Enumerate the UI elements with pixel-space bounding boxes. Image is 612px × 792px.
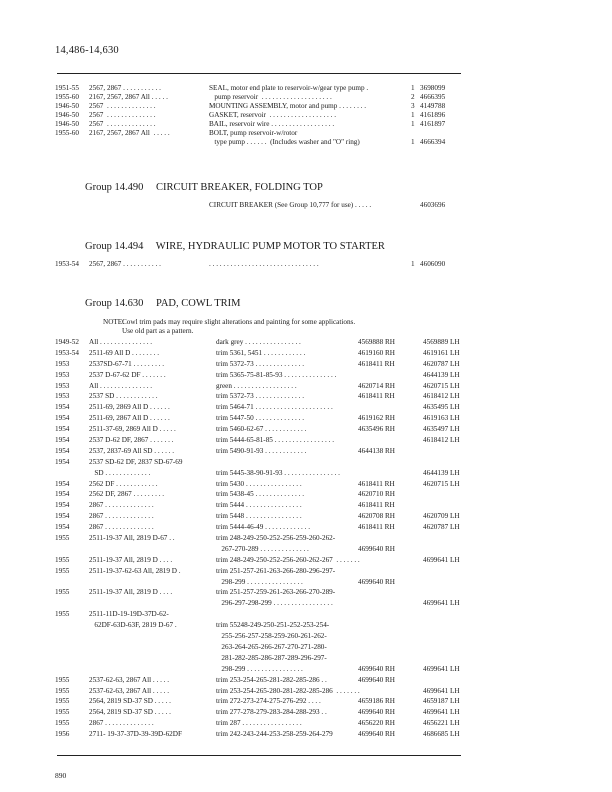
part-number-lh: 4618412 LH	[423, 436, 460, 445]
quantity: 1	[411, 84, 415, 92]
group-14630-heading	[85, 298, 240, 309]
model: 2167, 2567, 2867 All . . . . .	[89, 129, 170, 137]
part-number: 4161897	[420, 120, 446, 128]
description: trim 5447-50 . . . . . . . . . . . . . .	[216, 414, 305, 423]
description: trim 5444-65-81-85 . . . . . . . . . . . . . . . . .	[216, 436, 334, 445]
description: trim 5361, 5451 . . . . . . . . . . . .	[216, 348, 306, 357]
table-row	[0, 708, 612, 719]
part-number-rh: 4618411 RH	[358, 479, 395, 488]
description: pump reservoir . . . . . . . . . . . . . . . . . . . .	[209, 93, 332, 101]
table-row	[0, 687, 612, 698]
model: 2511-69, 2867 All D . . . . . .	[89, 414, 170, 423]
year: 1953	[55, 392, 70, 401]
model: 2511-37-69, 2869 All D . . . . .	[89, 425, 176, 434]
part-number-rh: 4620708 RH	[358, 512, 395, 521]
description: 296-297-298-299 . . . . . . . . . . . . . . . . .	[216, 599, 333, 608]
table-row	[0, 414, 612, 425]
part-number-rh: 4619160 RH	[358, 348, 395, 357]
model: 2511-19-37 All, 2819 D . . . .	[89, 555, 173, 564]
description: trim 5430 . . . . . . . . . . . . . . . .	[216, 479, 302, 488]
description: trim 277-278-279-283-284-288-293 . .	[216, 708, 327, 717]
table-row	[0, 480, 612, 491]
model: 2537 SD-62 DF, 2837 SD-67-69	[89, 457, 183, 466]
table-row	[0, 447, 612, 458]
table-row	[0, 84, 612, 93]
model: 2867 . . . . . . . . . . . . . .	[89, 523, 154, 532]
table-row	[0, 588, 612, 610]
circuit-breaker-desc: CIRCUIT BREAKER (See Group 10,777 for use) . . . . .	[209, 201, 372, 209]
description: trim 272-273-274-275-276-292 . . . .	[216, 697, 321, 706]
group-title: PAD, COWL TRIM	[155, 298, 241, 309]
bottom-divider	[57, 755, 461, 756]
wire-desc: . . . . . . . . . . . . . . . . . . . . . . . . . . . . . . .	[209, 260, 319, 268]
part-number-rh: 4659186 RH	[358, 697, 395, 706]
table-row	[0, 610, 612, 675]
model: 62DF-63D-63F, 2819 D-67 .	[89, 621, 177, 630]
quantity: 1	[411, 111, 415, 119]
year: 1955	[55, 708, 70, 717]
year: 1954	[55, 501, 70, 510]
part-number-lh: 4699641 LH	[423, 664, 460, 673]
table-row	[0, 371, 612, 382]
description: 298-299 . . . . . . . . . . . . . . . .	[216, 664, 303, 673]
table-row	[0, 349, 612, 360]
description: MOUNTING ASSEMBLY, motor and pump . . . . . . . .	[209, 102, 367, 110]
part-number-rh: 4644138 RH	[358, 446, 395, 455]
model: 2567 . . . . . . . . . . . . . .	[89, 102, 156, 110]
year: 1956	[55, 730, 70, 739]
table-row	[0, 534, 612, 556]
year: 1955	[55, 610, 70, 619]
year: 1954	[55, 425, 70, 434]
year: 1954	[55, 403, 70, 412]
quantity: 1	[411, 120, 415, 128]
part-number-lh: 4569889 LH	[423, 338, 460, 346]
description: 267-270-289 . . . . . . . . . . . . . .	[216, 544, 309, 553]
part-number-rh: 4620714 RH	[358, 381, 395, 390]
part-number-lh: 4635497 LH	[423, 425, 460, 434]
year: 1955	[55, 686, 70, 695]
group-title: CIRCUIT BREAKER, FOLDING TOP	[155, 182, 323, 193]
part-number-rh: 4699640 RH	[358, 675, 395, 684]
page-range-header: 14,486-14,630	[55, 45, 119, 56]
part-number-rh: 4619162 RH	[358, 414, 395, 423]
part-number-rh: 4618411 RH	[358, 523, 395, 532]
part-number-rh: 4656220 RH	[358, 719, 395, 728]
description: trim 251-257-259-261-263-266-270-289-	[216, 588, 336, 597]
part-number-rh: 4569888 RH	[358, 338, 395, 346]
table-row	[0, 120, 612, 129]
year: 1955	[55, 675, 70, 684]
year: 1951-55	[55, 84, 79, 92]
part-number-lh: 4699641 LH	[423, 555, 460, 564]
table-row	[0, 382, 612, 393]
description: trim 5365-75-81-85-93 . . . . . . . . . . . . . . .	[216, 370, 337, 379]
part-number-rh: 4699640 RH	[358, 708, 395, 717]
part-number-rh: 4620710 RH	[358, 490, 395, 499]
table-row	[0, 129, 612, 138]
part-number-rh: 4699640 RH	[358, 544, 395, 553]
description: trim 251-257-261-263-266-280-296-297-	[216, 566, 336, 575]
model: 2562 DF, 2867 . . . . . . . . .	[89, 490, 165, 499]
model: 2511-19-37 All, 2819 D-67 . .	[89, 534, 175, 543]
model: 2511-69, 2869 All D . . . . . .	[89, 403, 170, 412]
year: 1946-50	[55, 111, 79, 119]
part-number-lh: 4656221 LH	[423, 719, 460, 728]
description: trim 287 . . . . . . . . . . . . . . . . .	[216, 719, 302, 728]
part-number-lh: 4699641 LH	[423, 599, 460, 608]
parts-table-top	[0, 84, 612, 147]
description: trim 5460-62-67 . . . . . . . . . . . .	[216, 425, 307, 434]
group-number: Group 14.630	[85, 298, 144, 309]
year: 1954	[55, 490, 70, 499]
model: 2567, 2867 . . . . . . . . . . .	[89, 84, 161, 92]
table-row	[0, 111, 612, 120]
year: 1954	[55, 479, 70, 488]
description: trim 253-254-265-280-281-282-285-286 . . . . . . .	[216, 686, 360, 695]
wire-part: 4606090	[420, 260, 446, 268]
part-number-lh: 4686685 LH	[423, 730, 460, 739]
description: trim 5438-45 . . . . . . . . . . . . . .	[216, 490, 305, 499]
table-row	[0, 719, 612, 730]
top-divider	[57, 73, 461, 74]
table-row	[0, 403, 612, 414]
year: 1953	[55, 359, 70, 368]
page-number: 890	[55, 771, 67, 780]
description: trim 248-249-250-252-256-260-262-267 . . . . . . .	[216, 555, 360, 564]
note-label: NOTE:	[103, 318, 125, 326]
model: 2564, 2819 SD-37 SD . . . . .	[89, 697, 171, 706]
description: trim 242-243-244-253-258-259-264-279	[216, 730, 333, 739]
model: 2511-69 All D . . . . . . . .	[89, 348, 160, 357]
table-row	[0, 392, 612, 403]
model: 2511-19-37-62-63 All, 2819 D .	[89, 566, 181, 575]
note-line: Cowl trim pads may require slight alterations and painting for some applications.	[122, 318, 356, 326]
description: SEAL, motor end plate to reservoir-w/gear type pump .	[209, 84, 369, 92]
description: trim 5490-91-93 . . . . . . . . . . . .	[216, 446, 307, 455]
year: 1954	[55, 523, 70, 532]
table-row	[0, 436, 612, 447]
model: 2867 . . . . . . . . . . . . . .	[89, 719, 154, 728]
part-number-lh: 4620709 LH	[423, 512, 460, 521]
table-row	[0, 523, 612, 534]
description: GASKET, reservoir . . . . . . . . . . . . . . . . . . .	[209, 111, 337, 119]
description: dark grey . . . . . . . . . . . . . . . .	[216, 338, 301, 346]
part-number-lh: 4659187 LH	[423, 697, 460, 706]
part-number-rh: 4635496 RH	[358, 425, 395, 434]
wire-qty: 1	[411, 260, 415, 268]
description: 298-299 . . . . . . . . . . . . . . . .	[216, 577, 303, 586]
year: 1949-52	[55, 338, 79, 346]
part-number-lh: 4618412 LH	[423, 392, 460, 401]
part-number-lh: 4620715 LH	[423, 381, 460, 390]
description: BAIL, reservoir wire . . . . . . . . . . . . . . . . . .	[209, 120, 335, 128]
description: 255-256-257-258-259-260-261-262-	[216, 632, 327, 641]
year: 1955	[55, 697, 70, 706]
year: 1954	[55, 457, 70, 466]
part-number-rh: 4618411 RH	[358, 392, 395, 401]
description: trim 5444-46-49 . . . . . . . . . . . . .	[216, 523, 311, 532]
model: 2867 . . . . . . . . . . . . . .	[89, 501, 154, 510]
description: trim 5448 . . . . . . . . . . . . . . . .	[216, 512, 302, 521]
part-number-lh: 4635495 LH	[423, 403, 460, 412]
description: trim 253-254-265-281-282-285-286 . .	[216, 675, 327, 684]
table-row	[0, 138, 612, 147]
quantity: 1	[411, 138, 415, 146]
part-number-lh: 4620787 LH	[423, 523, 460, 532]
part-number: 3698099	[420, 84, 446, 92]
part-number-lh: 4644139 LH	[423, 468, 460, 477]
year: 1955	[55, 719, 70, 728]
group-14494-heading	[85, 241, 385, 252]
table-row	[0, 490, 612, 501]
part-number-lh: 4699641 LH	[423, 708, 460, 717]
model: 2567 . . . . . . . . . . . . . .	[89, 111, 156, 119]
group-number: Group 14.490	[85, 182, 144, 193]
part-number: 4161896	[420, 111, 446, 119]
table-row	[0, 556, 612, 567]
wire-year: 1953-54	[55, 260, 79, 268]
description: trim 5372-73 . . . . . . . . . . . . . .	[216, 392, 305, 401]
wire-model: 2567, 2867 . . . . . . . . . . .	[89, 260, 161, 268]
table-row	[0, 102, 612, 111]
model: 2511-19-37 All, 2819 D . . . .	[89, 588, 173, 597]
year: 1953-54	[55, 348, 79, 357]
year: 1946-50	[55, 102, 79, 110]
model: 2567 . . . . . . . . . . . . . .	[89, 120, 156, 128]
model: 2564, 2819 SD-37 SD . . . . .	[89, 708, 171, 717]
description: trim 5464-71 . . . . . . . . . . . . . . . . . . . . . .	[216, 403, 333, 412]
part-number-rh: 4618411 RH	[358, 501, 395, 510]
year: 1954	[55, 512, 70, 521]
part-number-rh: 4699640 RH	[358, 577, 395, 586]
table-row	[0, 676, 612, 687]
part-number-lh: 4699641 LH	[423, 686, 460, 695]
model: 2537SD-67-71 . . . . . . . . .	[89, 359, 165, 368]
table-row	[0, 501, 612, 512]
year: 1954	[55, 436, 70, 445]
table-row	[0, 458, 612, 480]
year: 1953	[55, 370, 70, 379]
part-number-lh: 4620715 LH	[423, 479, 460, 488]
model: 2167, 2567, 2867 All . . . . .	[89, 93, 168, 101]
part-number-lh: 4644139 LH	[423, 370, 460, 379]
year: 1955	[55, 555, 70, 564]
description: trim 248-249-250-252-256-259-260-262-	[216, 534, 336, 543]
model: 2537 SD . . . . . . . . . . . .	[89, 392, 158, 401]
description: green . . . . . . . . . . . . . . . . . .	[216, 381, 297, 390]
circuit-breaker-part: 4603696	[420, 201, 446, 209]
description: trim 55248-249-250-251-252-253-254-	[216, 621, 330, 630]
cowl-trim-table	[0, 338, 612, 741]
model: SD . . . . . . . . . . . . .	[89, 468, 151, 477]
model: 2511-11D-19-19D-37D-62-	[89, 610, 169, 619]
year: 1953	[55, 381, 70, 390]
part-number-rh: 4699640 RH	[358, 664, 395, 673]
group-14490-heading	[85, 182, 323, 193]
model: 2867 . . . . . . . . . . . . . .	[89, 512, 154, 521]
description: 281-282-285-286-287-289-296-297-	[216, 653, 327, 662]
model: 2711- 19-37-37D-39-39D-62DF	[89, 730, 182, 739]
model: All . . . . . . . . . . . . . . .	[89, 381, 153, 390]
table-row	[0, 93, 612, 102]
group-number: Group 14.494	[85, 241, 144, 252]
group-title: WIRE, HYDRAULIC PUMP MOTOR TO STARTER	[155, 241, 385, 252]
year: 1955	[55, 588, 70, 597]
model: 2537, 2837-69 All SD . . . . . .	[89, 446, 175, 455]
description: 263-264-265-266-267-270-271-280-	[216, 642, 327, 651]
model: 2537 D-62 DF, 2867 . . . . . . .	[89, 436, 174, 445]
table-row	[0, 360, 612, 371]
model: 2537 D-67-62 DF . . . . . . .	[89, 370, 166, 379]
part-number: 4149788	[420, 102, 446, 110]
part-number-lh: 4619161 LH	[423, 348, 460, 357]
table-row	[0, 567, 612, 589]
note-line: Use old part as a pattern.	[122, 327, 194, 335]
quantity: 3	[411, 102, 415, 110]
model: 2537-62-63, 2867 All . . . . .	[89, 675, 170, 684]
model: All . . . . . . . . . . . . . . .	[89, 338, 153, 346]
quantity: 2	[411, 93, 415, 101]
year: 1955-60	[55, 129, 79, 137]
table-row	[0, 512, 612, 523]
table-row	[0, 425, 612, 436]
year: 1954	[55, 414, 70, 423]
year: 1954	[55, 446, 70, 455]
description: trim 5444 . . . . . . . . . . . . . . . .	[216, 501, 302, 510]
part-number: 4666395	[420, 93, 446, 101]
description: type pump . . . . . . (Includes washer and "O" ring)	[209, 138, 360, 146]
table-row	[0, 338, 612, 349]
description: BOLT, pump reservoir-w/rotor	[209, 129, 298, 137]
table-row	[0, 697, 612, 708]
table-row	[0, 730, 612, 741]
description: trim 5445-38-90-91-93 . . . . . . . . . . . . . . . .	[216, 468, 340, 477]
year: 1955	[55, 534, 70, 543]
part-number-lh: 4620787 LH	[423, 359, 460, 368]
description: trim 5372-73 . . . . . . . . . . . . . .	[216, 359, 305, 368]
model: 2562 DF . . . . . . . . . . . .	[89, 479, 158, 488]
part-number-lh: 4619163 LH	[423, 414, 460, 423]
part-number-rh: 4618411 RH	[358, 359, 395, 368]
part-number-rh: 4699640 RH	[358, 730, 395, 739]
part-number: 4666394	[420, 138, 446, 146]
year: 1946-50	[55, 120, 79, 128]
model: 2537-62-63, 2867 All . . . . .	[89, 686, 170, 695]
year: 1955	[55, 566, 70, 575]
year: 1955-60	[55, 93, 79, 101]
